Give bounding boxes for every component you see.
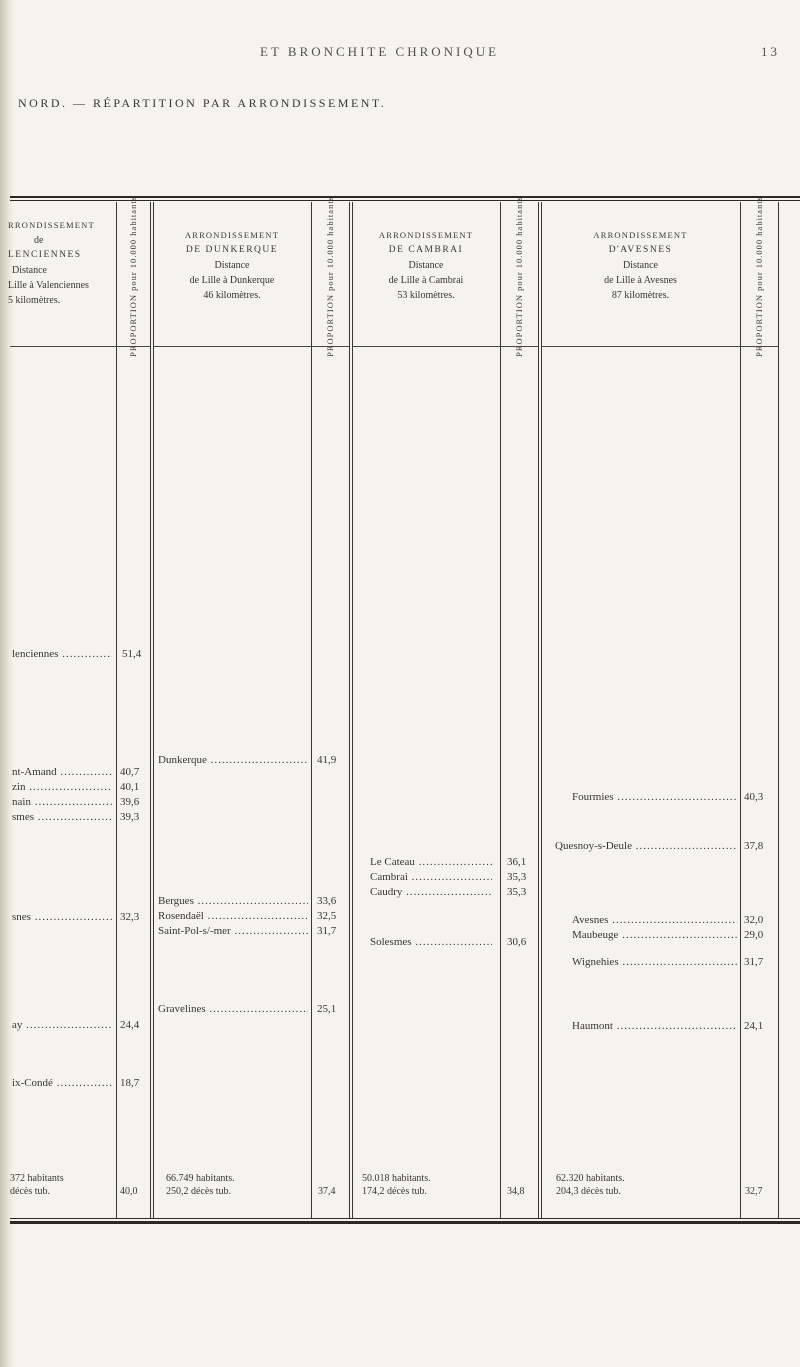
town-name: Gravelines ..... bbox=[158, 1003, 308, 1016]
heading-line: Distance bbox=[408, 260, 444, 271]
heading-line: 5 kilomètres. bbox=[8, 295, 61, 306]
heading-line: 46 kilomètres. bbox=[203, 290, 261, 301]
total-deces: décès tub. bbox=[10, 1186, 50, 1197]
town-name: Rosendaël ..... bbox=[158, 910, 308, 923]
column-divider bbox=[740, 202, 741, 1218]
proportion-value: 40,3 bbox=[744, 791, 764, 803]
column-heading-cambrai bbox=[352, 228, 500, 303]
proportion-value: 39,6 bbox=[120, 796, 140, 808]
town-name: Wignehies ..... bbox=[572, 956, 737, 969]
table-bottom-rule-thin bbox=[10, 1218, 800, 1219]
column-heading-avesnes bbox=[541, 228, 740, 303]
total-proportion: 37,4 bbox=[318, 1186, 336, 1197]
heading-line: D'AVESNES bbox=[608, 245, 673, 255]
proportion-label: PROPORTION pour 10.000 habitants bbox=[128, 195, 138, 357]
heading-line: LENCIENNES bbox=[8, 250, 82, 260]
town-name: Cambrai ..... bbox=[370, 871, 492, 884]
town-name: Caudry ..... bbox=[370, 886, 492, 899]
town-name: Bergues ..... bbox=[158, 895, 308, 908]
proportion-value: 40,7 bbox=[120, 766, 140, 778]
proportion-value: 33,6 bbox=[317, 895, 337, 907]
proportion-value: 40,1 bbox=[120, 781, 140, 793]
total-deces: 250,2 décès tub. bbox=[166, 1186, 231, 1197]
proportion-value: 31,7 bbox=[744, 956, 764, 968]
total-habitants: 62.320 habitants. bbox=[556, 1173, 625, 1184]
town-name: zin ..... bbox=[12, 781, 112, 794]
table-bottom-rule bbox=[10, 1221, 800, 1224]
town-name: ay ..... bbox=[12, 1019, 112, 1032]
town-name: Maubeuge ..... bbox=[572, 929, 737, 942]
town-name: snes ..... bbox=[12, 911, 112, 924]
header-separator bbox=[10, 346, 116, 347]
town-name: nt-Amand ..... bbox=[12, 766, 112, 779]
header-separator bbox=[541, 346, 740, 347]
heading-line: ARRONDISSEMENT bbox=[378, 230, 474, 240]
section-title: NORD. — RÉPARTITION PAR ARRONDISSEMENT. bbox=[18, 96, 387, 110]
proportion-value: 32,5 bbox=[317, 910, 337, 922]
proportion-label: PROPORTION pour 10.000 habitants bbox=[754, 195, 764, 357]
proportion-value: 32,3 bbox=[120, 911, 140, 923]
column-divider bbox=[500, 202, 501, 1218]
heading-line: ARRONDISSEMENT bbox=[593, 230, 688, 240]
proportion-label: PROPORTION pour 10.000 habitants bbox=[325, 195, 335, 357]
heading-line: Distance bbox=[214, 260, 250, 271]
running-title: ET BRONCHITE CHRONIQUE bbox=[260, 44, 500, 59]
heading-line: 53 kilomètres. bbox=[397, 290, 455, 301]
town-name: lenciennes ..... bbox=[12, 648, 112, 661]
total-habitants: 372 habitants bbox=[10, 1173, 64, 1184]
proportion-value: 35,3 bbox=[507, 886, 527, 898]
total-block-dunkerque bbox=[166, 1172, 311, 1198]
proportion-value: 32,0 bbox=[744, 914, 764, 926]
town-name: Haumont ..... bbox=[572, 1020, 737, 1033]
heading-line: RRONDISSEMENT bbox=[8, 220, 95, 230]
proportion-value: 41,9 bbox=[317, 754, 337, 766]
proportion-value: 29,0 bbox=[744, 929, 764, 941]
column-divider bbox=[150, 202, 151, 1218]
total-block-valenciennes bbox=[10, 1172, 116, 1198]
proportion-value: 37,8 bbox=[744, 840, 764, 852]
heading-line: 87 kilomètres. bbox=[611, 290, 670, 301]
total-block-avesnes bbox=[556, 1172, 740, 1198]
total-deces: 174,2 décès tub. bbox=[362, 1186, 427, 1197]
town-name: Solesmes ..... bbox=[370, 936, 492, 949]
column-divider bbox=[116, 202, 117, 1218]
proportion-value: 30,6 bbox=[507, 936, 527, 948]
heading-line: Distance bbox=[623, 260, 658, 271]
town-name: Saint-Pol-s/-mer ..... bbox=[158, 925, 308, 938]
town-name: Fourmies ..... bbox=[572, 791, 737, 804]
proportion-value: 24,4 bbox=[120, 1019, 140, 1031]
column-divider bbox=[349, 202, 350, 1218]
proportion-value: 39,3 bbox=[120, 811, 140, 823]
heading-line: de bbox=[34, 235, 44, 246]
column-heading-dunkerque bbox=[153, 228, 311, 303]
total-proportion: 40,0 bbox=[120, 1186, 138, 1197]
proportion-value: 18,7 bbox=[120, 1077, 140, 1089]
town-name: nain ..... bbox=[12, 796, 112, 809]
heading-line: DE DUNKERQUE bbox=[185, 245, 279, 255]
town-name: Dunkerque ..... bbox=[158, 754, 308, 767]
town-name: Quesnoy-s-Deule ..... bbox=[555, 840, 737, 853]
proportion-heading bbox=[742, 195, 776, 357]
total-block-cambrai bbox=[362, 1172, 500, 1198]
proportion-value: 24,1 bbox=[744, 1020, 764, 1032]
header-separator bbox=[153, 346, 311, 347]
page-edge bbox=[0, 0, 14, 1367]
heading-line: DE CAMBRAI bbox=[388, 245, 464, 255]
column-divider bbox=[311, 202, 312, 1218]
header-separator bbox=[352, 346, 500, 347]
total-proportion: 32,7 bbox=[745, 1186, 763, 1197]
total-deces: 204,3 décès tub. bbox=[556, 1186, 621, 1197]
proportion-value: 31,7 bbox=[317, 925, 337, 937]
total-habitants: 66.749 habitants. bbox=[166, 1173, 235, 1184]
total-proportion: 34,8 bbox=[507, 1186, 525, 1197]
running-head bbox=[260, 44, 780, 60]
proportion-value: 36,1 bbox=[507, 856, 527, 868]
heading-line: Lille à Valenciennes bbox=[8, 280, 89, 291]
proportion-heading bbox=[502, 195, 536, 357]
town-name: Avesnes ..... bbox=[572, 914, 737, 927]
heading-line: ARRONDISSEMENT bbox=[184, 230, 280, 240]
town-name: Le Cateau ..... bbox=[370, 856, 492, 869]
heading-line: de Lille à Avesnes bbox=[604, 275, 677, 286]
proportion-heading bbox=[118, 195, 148, 357]
town-name: smes ..... bbox=[12, 811, 112, 824]
column-divider bbox=[778, 202, 779, 1218]
proportion-value: 51,4 bbox=[122, 648, 142, 660]
page-number: 13 bbox=[761, 44, 780, 59]
heading-line: Distance bbox=[12, 265, 47, 276]
proportion-value: 25,1 bbox=[317, 1003, 337, 1015]
town-name: ix-Condé ..... bbox=[12, 1077, 112, 1090]
total-habitants: 50.018 habitants. bbox=[362, 1173, 431, 1184]
proportion-heading bbox=[313, 195, 347, 357]
proportion-value: 35,3 bbox=[507, 871, 527, 883]
heading-line: de Lille à Cambrai bbox=[388, 275, 464, 286]
column-divider bbox=[538, 202, 539, 1218]
heading-line: de Lille à Dunkerque bbox=[189, 275, 275, 286]
proportion-label: PROPORTION pour 10.000 habitants bbox=[514, 195, 524, 357]
column-heading-valenciennes bbox=[8, 218, 116, 308]
